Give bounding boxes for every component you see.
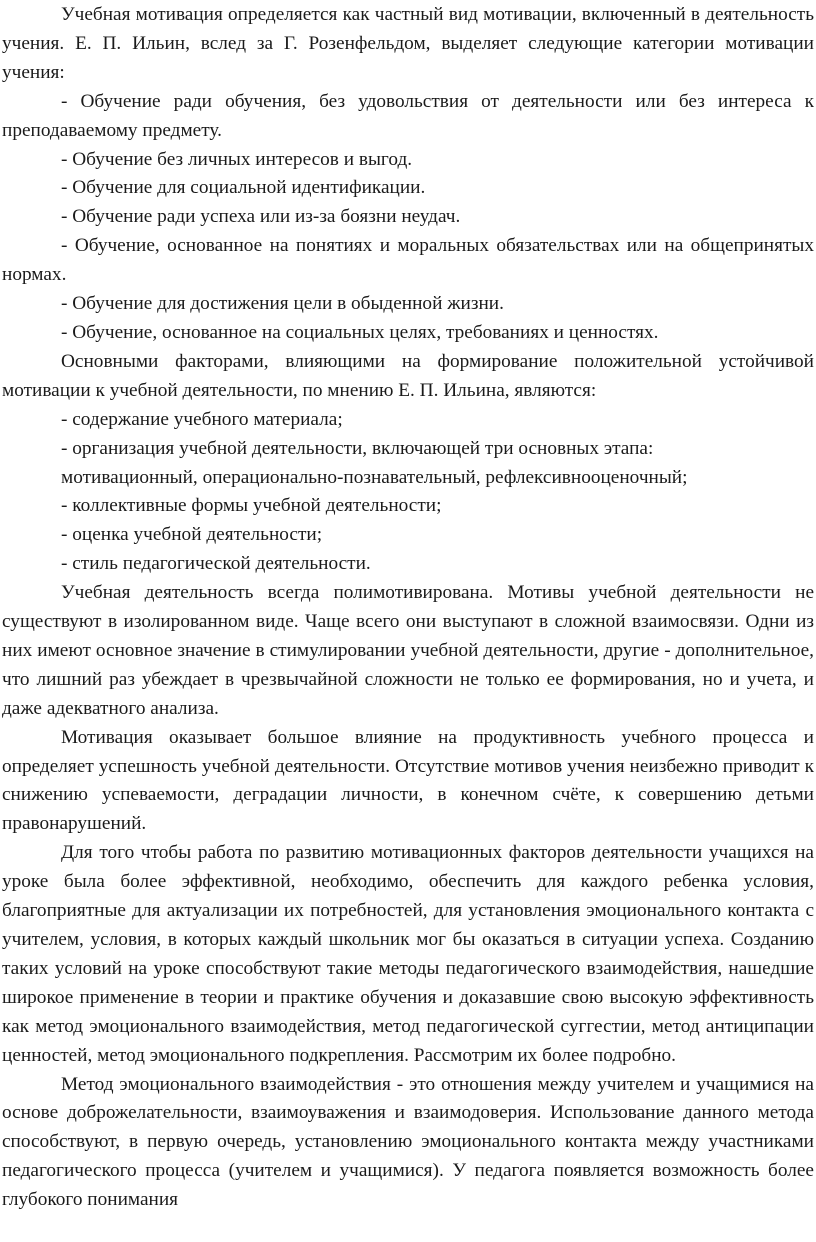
list-item: - Обучение, основанное на понятиях и моральных обязательствах или на общепринятых нормах. — [2, 235, 814, 286]
paragraph-factors: Основными факторами, влияющими на формирование положительной устойчивой мотивации к учебной деятельности, по мнению Е. П. Ильина, являются: — [2, 350, 814, 401]
list-item: - стиль педагогической деятельности. — [61, 553, 371, 575]
list-item: - коллективные формы учебной деятельности; — [61, 495, 442, 517]
paragraph-emotional-interaction: Метод эмоционального взаимодействия - это отношения между учителем и учащимися на основе доброжелательности, взаимоуважения и взаимодоверия. Использование данного метода способствуют, в первую очередь, установлению эмоционального контакта между участниками педагогического процесса (учителем и учащимися). У педагога появляется возможность более глубокого понимания — [2, 1073, 814, 1211]
paragraph-motivation-influence: Мотивация оказывает большое влияние на продуктивность учебного процесса и определяет успешность учебной деятельности. Отсутствие мотивов учения неизбежно приводит к снижению успеваемости, деградации личности, в конечном счёте, к совершению детьми правонарушений. — [2, 726, 814, 835]
list-item: - Обучение для социальной идентификации. — [61, 177, 426, 199]
paragraph-motivation-definition: Учебная мотивация определяется как частный вид мотивации, включенный в деятельность учения. Е. П. Ильин, вслед за Г. Розенфельдом, выделяет следующие категории мотивации учения: — [2, 4, 814, 83]
paragraph-conditions: Для того чтобы работа по развитию мотивационных факторов деятельности учащихся на уроке была более эффективной, необходимо, обеспечить для каждого ребенка условия, благоприятные для актуализации их потребностей, для установления эмоционального контакта с учителем, условия, в которых каждый школьник мог бы оказаться в ситуации успеха. Созданию таких условий на уроке способствуют такие методы педагогического взаимодействия, нашедшие широкое применение в теории и практике обучения и доказавшие свою высокую эффективность как метод эмоционального взаимодействия, метод педагогической суггестии, метод антиципации ценностей, метод эмоционального подкрепления. Рассмотрим их более подробно. — [2, 842, 814, 1066]
list-item: - оценка учебной деятельности; — [61, 524, 323, 546]
list-item: - Обучение для достижения цели в обыденной жизни. — [61, 293, 504, 315]
list-item: - Обучение ради успеха или из-за боязни неудач. — [61, 206, 461, 228]
paragraph-polymotivation: Учебная деятельность всегда полимотивирована. Мотивы учебной деятельности не существуют в изолированном виде. Чаще всего они выступают в сложной взаимосвязи. Одни из них имеют основное значение в стимулировании учебной деятельности, другие - дополнительное, что лишний раз убеждает в чрезвычайной сложности не только ее формирования, но и учета, и даже адекватного анализа. — [2, 582, 814, 719]
list-item-continuation: мотивационный, операционально-познавательный, рефлексивнооценочный; — [61, 466, 688, 488]
list-item: - Обучение, основанное на социальных целях, требованиях и ценностях. — [61, 321, 659, 343]
list-item: - организация учебной деятельности, включающей три основных этапа: — [61, 437, 654, 459]
list-item: - Обучение ради обучения, без удовольствия от деятельности или без интереса к преподаваемому предмету. — [2, 90, 814, 141]
list-item: - Обучение без личных интересов и выгод. — [61, 148, 413, 170]
list-item: - содержание учебного материала; — [61, 408, 343, 430]
